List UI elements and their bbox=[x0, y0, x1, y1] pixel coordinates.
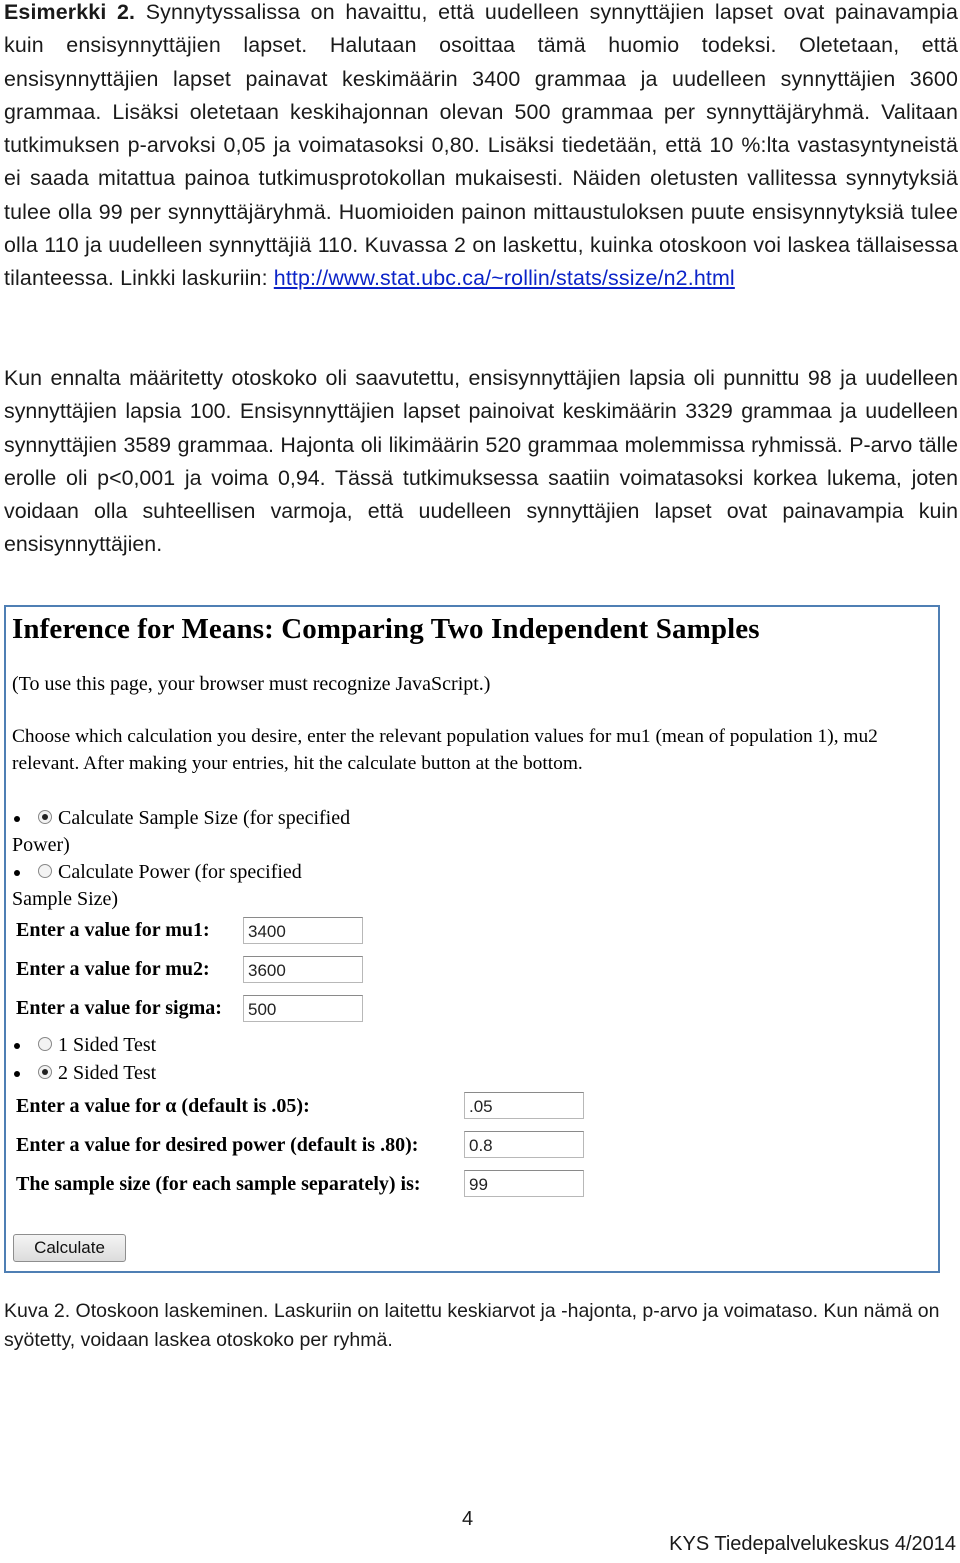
radio-selected-icon[interactable] bbox=[38, 810, 52, 824]
javascript-note: (To use this page, your browser must recognize JavaScript.) bbox=[12, 673, 491, 695]
result-label: The sample size (for each sample separately) is: bbox=[16, 1173, 421, 1195]
calculator-title: Inference for Means: Comparing Two Independent Samples bbox=[12, 613, 760, 645]
bullet-icon bbox=[14, 816, 20, 822]
power-label: Enter a value for desired power (default is .80): bbox=[16, 1134, 419, 1156]
option-power[interactable] bbox=[12, 859, 302, 913]
result-output: 99 bbox=[464, 1170, 584, 1197]
calculator-intro bbox=[12, 723, 940, 777]
paragraph-example bbox=[4, 0, 958, 296]
example-heading: Esimerkki 2. bbox=[4, 0, 136, 24]
option-two-sided[interactable] bbox=[12, 1060, 156, 1087]
bullet-icon bbox=[14, 1071, 20, 1077]
intro-line-1: Choose which calculation you desire, enter the relevant population values for mu1 (mean of population 1), mu2 bbox=[12, 726, 878, 747]
mu2-input[interactable]: 3600 bbox=[243, 956, 363, 983]
figure-caption: Kuva 2. Otoskoon laskeminen. Laskuriin on laitettu keskiarvot ja -hajonta, p-arvo ja voimataso. Kun nämä on syötetty, voidaan laskea otoskoko per ryhmä. bbox=[4, 1300, 940, 1351]
two-sided-label: 2 Sided Test bbox=[58, 1062, 157, 1084]
option-power-label-1: Calculate Power (for specified bbox=[58, 861, 302, 883]
page-number: 4 bbox=[462, 1508, 474, 1530]
intro-line-2: relevant. After making your entries, hit the calculate button at the bottom. bbox=[12, 753, 583, 774]
option-power-label-2: Sample Size) bbox=[12, 888, 119, 910]
bullet-icon bbox=[14, 870, 20, 876]
radio-unselected-icon[interactable] bbox=[38, 1037, 52, 1051]
option-sample-size-label-1: Calculate Sample Size (for specified bbox=[58, 807, 351, 829]
sigma-label: Enter a value for sigma: bbox=[16, 997, 222, 1019]
footer-text: KYS Tiedepalvelukeskus 4/2014 bbox=[669, 1533, 956, 1555]
option-sample-size[interactable] bbox=[12, 805, 350, 859]
bullet-icon bbox=[14, 1043, 20, 1049]
option-sample-size-label-2: Power) bbox=[12, 834, 70, 856]
mu2-label: Enter a value for mu2: bbox=[16, 958, 210, 980]
mu1-input[interactable]: 3400 bbox=[243, 917, 363, 944]
option-one-sided[interactable] bbox=[12, 1032, 156, 1059]
power-input[interactable]: 0.8 bbox=[464, 1131, 584, 1158]
example-text: Synnytyssalissa on havaittu, että uudelleen synnyttäjien lapset ovat painavampia kuin ensisynnyttäjien lapset. Halutaan osoittaa tämä huomio todeksi. Oletetaan, että ensisynnyttäjien lapset painavat keskimäärin 3400 grammaa ja uudelleen synnyttäjien 3600 grammaa. Lisäksi oletetaan keskihajonnan olevan 500 grammaa per synnyttäjäryhmä. Valitaan tutkimuksen p-arvoksi 0,05 ja voimatasoksi 0,80. Lisäksi tiedetään, että 10 %:lta vastasyntyneistä ei saada mitattua painoa tutkimusprotokollan mukaisesti. Näiden oletusten vallitessa synnytyksiä tulee olla 99 per synnyttäjäryhmä. Huomioiden painon mittaustuloksen puute ensisynnytyksiä tulee olla 110 ja uudelleen synnyttäjiä 110. Kuvassa 2 on laskettu, kuinka otoskoon voi laskea tällaisessa tilanteessa. Linkki laskuriin: bbox=[4, 0, 958, 291]
paragraph-results: Kun ennalta määritetty otoskoko oli saavutettu, ensisynnyttäjien lapsia oli punnittu 98 ja uudelleen synnyttäjien lapsia 100. Ensisynnyttäjien lapset painoivat keskimäärin 3329 grammaa ja uudelleen synnyttäjien 3589 grammaa. Hajonta oli likimäärin 520 grammaa molemmissa ryhmissä. P-arvo tälle erolle oli p<0,001 ja voima 0,94. Tässä tutkimuksessa saatiin voimatasoksi korkea lukema, joten voidaan olla suhteellisen varmoja, että uudelleen synnyttäjien lapset ovat painavampia kuin ensisynnyttäjien. bbox=[4, 366, 958, 557]
sigma-input[interactable]: 500 bbox=[243, 995, 363, 1022]
mu1-label: Enter a value for mu1: bbox=[16, 919, 210, 941]
alpha-label: Enter a value for α (default is .05): bbox=[16, 1095, 310, 1117]
calculator-link[interactable]: http://www.stat.ubc.ca/~rollin/stats/ssize/n2.html bbox=[273, 266, 735, 291]
one-sided-label: 1 Sided Test bbox=[58, 1034, 157, 1056]
radio-unselected-icon[interactable] bbox=[38, 864, 52, 878]
radio-selected-icon[interactable] bbox=[38, 1065, 52, 1079]
calculator-screenshot bbox=[4, 605, 940, 1273]
calculate-button[interactable]: Calculate bbox=[13, 1234, 126, 1262]
alpha-input[interactable]: .05 bbox=[464, 1092, 584, 1119]
